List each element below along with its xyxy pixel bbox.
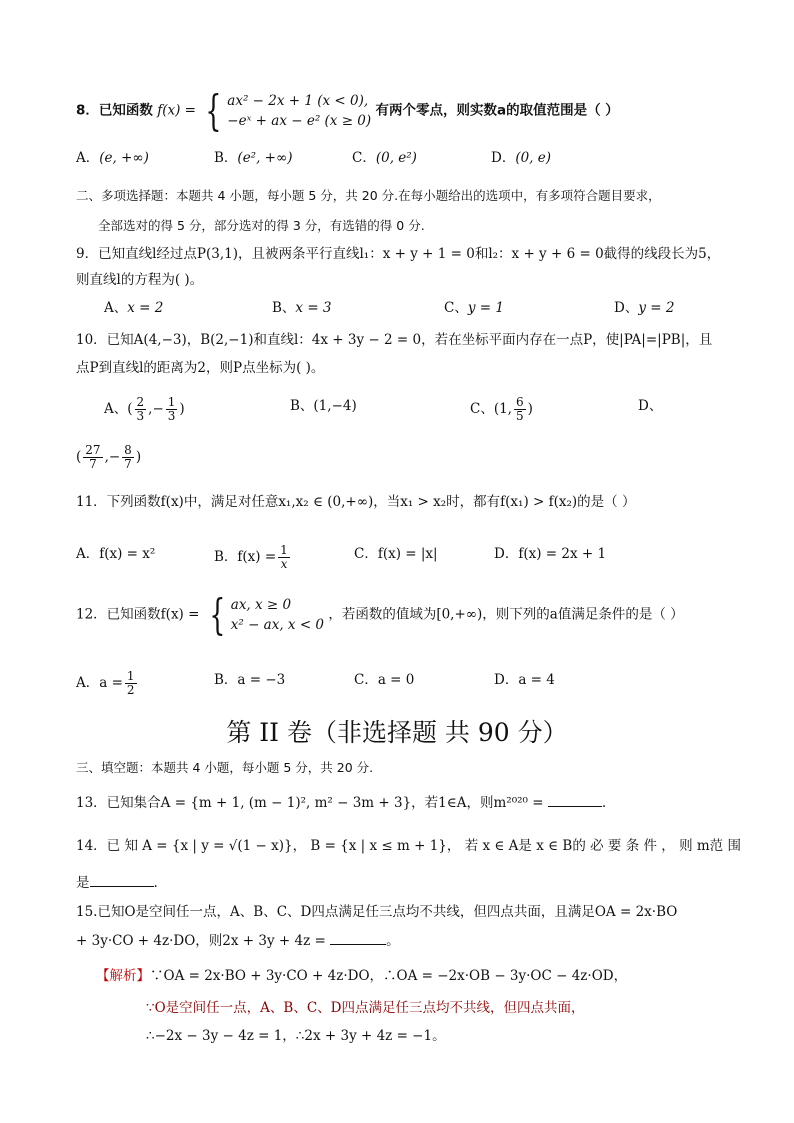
q12-suffix: ，若函数的值域为[0,+∞)，则下列的a值满足条件的是（ ） xyxy=(328,606,684,623)
q10-option-d-open: ( xyxy=(76,449,82,465)
q10-option-c-label: C、(1, xyxy=(470,401,512,417)
q14-line2-start: 是 xyxy=(76,875,90,891)
q8-case1: ax² − 2x + 1 (x < 0), xyxy=(227,93,369,109)
q9-line1: 9．已知直线l经过点P(3,1)，且被两条平行直线l₁：x + y + 1 = 0和l₂：x + y + 6 = 0截得的线段长为5， xyxy=(76,246,721,262)
section2-line2: 全部选对的得 5 分，部分选对的得 3 分，有选错的得 0 分. xyxy=(98,218,425,233)
q13-text: 13．已知集合A = {m + 1, (m − 1)², m² − 3m + 3}，若1∈A，则m²⁰²⁰ = xyxy=(76,795,544,811)
section2-line1: 二、多项选择题：本题共 4 小题，每小题 5 分，共 20 分.在每小题给出的选项中，有多项符合题目要求， xyxy=(76,188,661,203)
q9-option-c xyxy=(444,298,504,318)
q10-option-c-end: ) xyxy=(527,401,533,417)
q14-line1: 14．已 知 A = {x | y = √(1 − x)}， B = {x | x ≤ m + 1}， 若 x ∈ A是 x ∈ B的 必 要 条 件 ， 则 m范 围 xyxy=(76,838,741,854)
q12-option-a-den: 2 xyxy=(126,683,135,697)
q8-func-name: f(x) = xyxy=(157,102,196,119)
q10-option-d-mid: ,− xyxy=(104,449,121,465)
q12-option-a-frac xyxy=(125,670,137,697)
q12-option-a-label: A．a = xyxy=(76,675,123,691)
q10-line1: 10．已知A(4,−3)，B(2,−1)和直线l：4x + 3y − 2 = 0，若在坐标平面内存在一点P，使|PA|=|PB|，且 xyxy=(76,332,713,348)
q9-line2: 则直线l的方程为( )。 xyxy=(76,272,204,288)
q10-option-d-den2: 7 xyxy=(124,457,132,471)
q10-option-d-end: ) xyxy=(135,449,142,465)
q9-option-b-label: B、 xyxy=(272,300,296,316)
q13-answer-blank[interactable] xyxy=(548,792,602,807)
q10-option-b: B、(1,−4) xyxy=(290,398,357,414)
q12-option-c: C．a = 0 xyxy=(354,672,415,688)
q12-cases xyxy=(231,595,324,635)
analysis-line1 xyxy=(96,966,627,986)
q8-suffix: 有两个零点，则实数a的取值范围是（ ） xyxy=(375,102,619,119)
q10-option-a-den1: 3 xyxy=(136,409,145,423)
q12-option-b: B．a = −3 xyxy=(214,672,286,688)
analysis-line2: ∵O是空间任一点，A、B、C、D四点满足任三点均不共线，但四点共面， xyxy=(146,1000,585,1016)
q11-option-b-den: x xyxy=(280,557,288,571)
q8-option-b-label: B． xyxy=(214,150,238,166)
q15-line2-end: 。 xyxy=(386,933,400,949)
q10-option-a-frac2 xyxy=(166,396,178,423)
q10-option-a-mid: ,− xyxy=(148,401,164,417)
q8-option-d-label: D． xyxy=(491,150,516,166)
section3-header: 三、填空题：本题共 4 小题，每小题 5 分，共 20 分. xyxy=(76,760,374,775)
q15-line2 xyxy=(76,930,400,951)
q9-option-b xyxy=(272,298,332,318)
q11-option-b-frac xyxy=(278,544,290,571)
q10-option-c xyxy=(470,396,533,423)
q12-prefix: 12．已知函数f(x) = xyxy=(76,606,200,623)
q9-option-a xyxy=(104,298,163,318)
analysis-tag: 【解析】 xyxy=(96,968,150,984)
q11-option-c: C．f(x) = |x| xyxy=(354,546,438,562)
q8-option-a xyxy=(76,148,149,168)
q12-stem xyxy=(76,590,684,639)
q9-option-c-value: y = 1 xyxy=(467,300,504,316)
q10-option-a xyxy=(104,396,185,423)
q10-option-d xyxy=(76,444,141,471)
q8-option-b xyxy=(214,148,293,168)
q15-answer-blank[interactable] xyxy=(330,930,386,945)
q11-stem: 11．下列函数f(x)中，满足对任意x₁,x₂ ∈ (0,+∞)，当x₁ > x₂时，都有f(x₁) > f(x₂)的是（ ） xyxy=(76,494,636,510)
q10-option-d-frac1 xyxy=(83,444,102,471)
q10-option-c-den: 5 xyxy=(515,409,524,423)
q8-option-d xyxy=(491,148,551,168)
q14-line2-end: . xyxy=(153,875,158,891)
q12-brace: { xyxy=(209,590,226,639)
section-ii-title: 第 II 卷（非选择题 共 90 分） xyxy=(226,718,568,747)
q11-option-a: A．f(x) = x² xyxy=(76,546,156,562)
q10-option-d-label: D、 xyxy=(638,398,663,414)
q14-answer-blank[interactable] xyxy=(90,872,154,887)
q9-option-a-label: A、 xyxy=(104,300,128,316)
q13-stem xyxy=(76,792,606,813)
q10-option-c-frac xyxy=(514,396,526,423)
q10-option-a-num1: 2 xyxy=(136,395,145,409)
q10-option-d-num1: 27 xyxy=(85,443,101,457)
q8-option-b-value: (e², +∞) xyxy=(237,150,293,166)
q12-option-d: D．a = 4 xyxy=(494,672,555,688)
q10-option-a-num2: 1 xyxy=(167,395,176,409)
q12-case2: x² − ax, x < 0 xyxy=(230,617,325,633)
q8-option-d-value: (0, e) xyxy=(515,150,552,166)
analysis-line3: ∴−2x − 3y − 4z = 1，∴2x + 3y + 4z = −1。 xyxy=(146,1028,446,1044)
q8-case2: −eˣ + ax − e² (x ≥ 0) xyxy=(227,113,372,129)
q11-option-b-label: B．f(x) = xyxy=(214,549,277,565)
q8-prefix: 8．已知函数 xyxy=(76,102,153,119)
q10-option-c-num: 6 xyxy=(515,395,524,409)
q11-option-b xyxy=(214,544,292,571)
q8-stem xyxy=(76,86,619,135)
q8-option-c-label: C． xyxy=(352,150,376,166)
q8-cases xyxy=(227,91,371,131)
q11-option-d: D．f(x) = 2x + 1 xyxy=(494,546,607,562)
q14-line2 xyxy=(76,872,158,893)
q9-option-d xyxy=(614,298,674,318)
q10-line2: 点P到直线l的距离为2，则P点坐标为( )。 xyxy=(76,360,325,376)
q9-option-a-value: x = 2 xyxy=(127,300,164,316)
analysis-line1-text: ∵OA = 2x·BO + 3y·CO + 4z·DO，∴OA = −2x·OB − 3y·OC − 4z·OD， xyxy=(150,968,628,984)
q15-line1: 15.已知O是空间任一点，A、B、C、D四点满足任三点均不共线，但四点共面，且满足OA = 2x·BO xyxy=(76,904,678,920)
q8-option-a-value: (e, +∞) xyxy=(99,150,149,166)
q11-option-b-num: 1 xyxy=(280,543,288,557)
q8-brace: { xyxy=(205,86,222,135)
q15-line2-text: + 3y·CO + 4z·DO，则2x + 3y + 4z = xyxy=(76,933,326,949)
q13-end: . xyxy=(601,795,607,811)
q12-option-a xyxy=(76,670,139,697)
q8-option-c-value: (0, e²) xyxy=(375,150,417,166)
q10-option-a-end: ) xyxy=(179,401,185,417)
q9-option-d-value: y = 2 xyxy=(638,300,675,316)
q10-option-a-frac1 xyxy=(135,396,147,423)
q12-case1: ax, x ≥ 0 xyxy=(230,597,292,613)
q12-option-a-num: 1 xyxy=(126,669,135,683)
q9-option-c-label: C、 xyxy=(444,300,468,316)
q10-option-a-label: A、( xyxy=(104,401,133,417)
q9-option-d-label: D、 xyxy=(614,300,639,316)
q10-option-a-den2: 3 xyxy=(167,409,176,423)
q10-option-d-num2: 8 xyxy=(124,443,132,457)
q9-option-b-value: x = 3 xyxy=(295,300,332,316)
q8-option-a-label: A． xyxy=(76,150,100,166)
q10-option-d-frac2 xyxy=(122,444,134,471)
q10-option-d-den1: 7 xyxy=(89,457,97,471)
q8-option-c xyxy=(352,148,417,168)
